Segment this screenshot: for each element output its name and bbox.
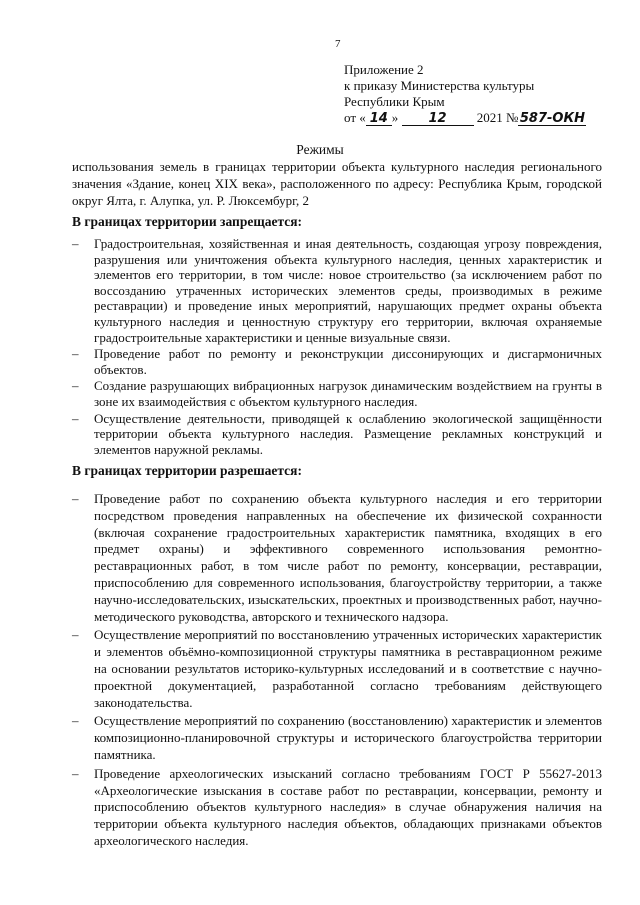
list-item: – Проведение археологических изысканий согласно требованиям ГОСТ Р 55627-2013 «Археологические изыскания в составе работ по реставрации, консервации, ремонту и приспособлению объектов культурного наследия» в случае обнаружения наличия на территории объекта культурного наследия объектов, обладающих признаками объектов археологического наследия.	[72, 765, 602, 848]
date-prefix: от «	[344, 110, 366, 125]
list-item: – Осуществление мероприятий по сохранению (восстановлению) характеристик и элементов композиционно-планировочной структуры и исторического благоустройства территории памятника.	[72, 713, 602, 762]
appendix-order: к приказу Министерства культуры	[344, 78, 535, 93]
appendix-title: Приложение 2	[344, 62, 424, 77]
prohibited-heading: В границах территории запрещается:	[72, 214, 303, 229]
allowed-list	[72, 491, 602, 850]
date-day-close: »	[391, 110, 399, 125]
list-item: – Создание разрушающих вибрационных нагрузок динамическим воздействием на грунты в зоне их взаимодействия с объектом культурного наследия.	[72, 378, 602, 409]
list-item: – Градостроительная, хозяйственная и иная деятельность, создающая угрозу повреждения, разрушения или уничтожения объекта культурного наследия, ценных характеристик и элементов его территории, в том числе: новое строительство (за исключением работ по воссозданию утраченных исторических элементов среды, производимых в режиме реставрации) и проведение иных мероприятий, нарушающих предмет охраны объекта культурного наследия и ценностную структуру его территории, включая охраняемые градостроительные характеристики и ценные визуальные связи.	[72, 236, 602, 345]
handwritten-day: 14	[369, 111, 388, 126]
allowed-section	[72, 463, 602, 852]
document-title: Режимы	[296, 142, 344, 157]
appendix-date-line	[344, 110, 586, 126]
document-subtitle: использования земель в границах территории объекта культурного наследия регионального значения «Здание, конец XIX века», расположенного по адресу: Республика Крым, городской округ Ялта, г. Алупка, ул. Р. Люксембург, 2	[72, 159, 602, 208]
allowed-heading: В границах территории разрешается:	[72, 463, 302, 478]
list-item: – Осуществление мероприятий по восстановлению утраченных исторических характеристик и элементов объёмно-композиционной структуры памятника в реставрационном режиме на основании результатов историко-культурных исследований и в соответствие с научно-проектной документацией, разработанной согласно требованиям действующего законодательства.	[72, 627, 602, 710]
list-item: – Проведение работ по сохранению объекта культурного наследия и его территории посредством проведения направленных на обеспечение их физической сохранности (включая сохранение градостроительных характеристик памятника, входящих в его предмет охраны) и эффективного современного использования ремонтно-реставрационных работ, в том числе работ по ремонту, консервации, реставрации, приспособлению для современного использования, благоустройству территории, а также научно-исследовательских, изыскательских, проектных и производственных работ, научно-методического руководства, авторского и технического надзора.	[72, 491, 602, 624]
handwritten-number: 587-ОКН	[519, 111, 585, 126]
list-item: – Осуществление деятельности, приводящей к ослаблению экологической защищённости территории объекта культурного наследия. Размещение рекламных конструкций и элементов наружной рекламы.	[72, 410, 602, 457]
list-item: – Проведение работ по ремонту и реконструкции диссонирующих и дисгармоничных объектов.	[72, 346, 602, 377]
page-number: 7	[335, 38, 341, 50]
appendix-block	[344, 62, 586, 126]
handwritten-month: 12	[428, 111, 447, 126]
prohibited-section	[72, 214, 602, 458]
date-year: 2021 №	[476, 110, 519, 125]
prohibited-list	[72, 236, 602, 457]
appendix-region: Республики Крым	[344, 94, 445, 109]
